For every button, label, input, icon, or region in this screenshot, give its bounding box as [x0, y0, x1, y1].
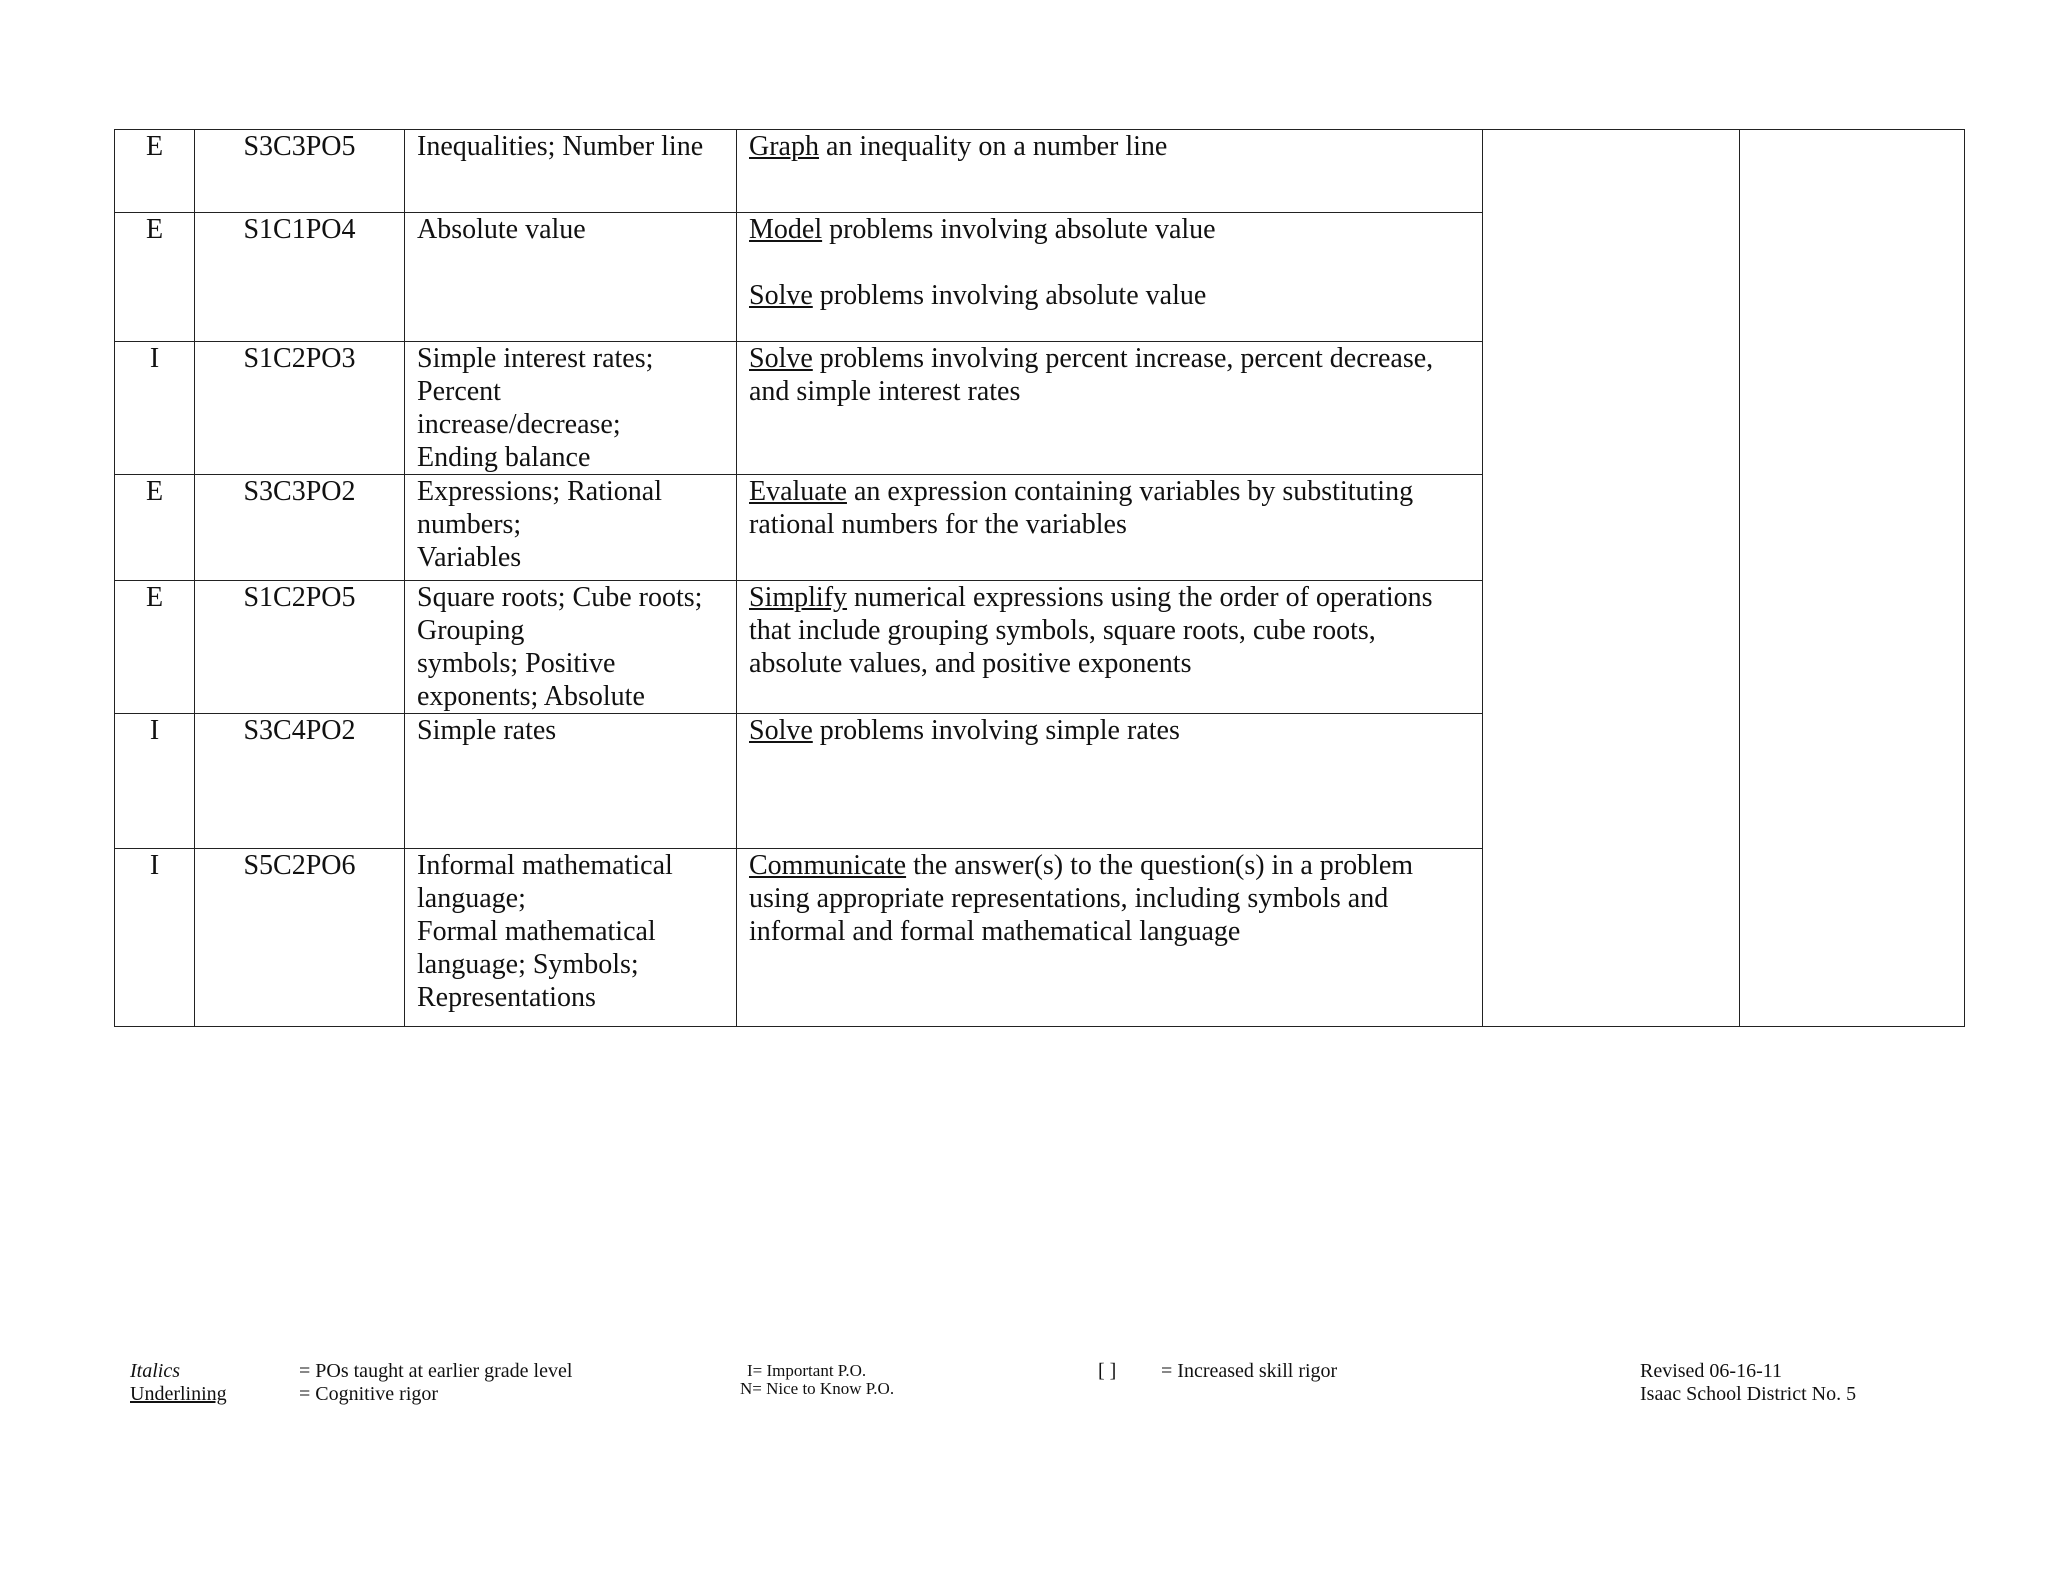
- concept-cell: [405, 130, 737, 213]
- objective-line: [749, 849, 1470, 882]
- objective-cell: [737, 130, 1483, 213]
- objective-cell: [737, 849, 1483, 1027]
- curriculum-table: [114, 129, 1965, 1027]
- objective-line: [749, 581, 1470, 614]
- table-body: [115, 130, 1965, 1027]
- objective-line: [749, 614, 1470, 647]
- priority-level-cell: E: [115, 581, 195, 714]
- legend-important: I= Important P.O.: [747, 1361, 867, 1380]
- objective-line: [749, 915, 1470, 948]
- objective-cell: [737, 342, 1483, 475]
- concept-line: Informal mathematical: [417, 850, 673, 881]
- concept-line: Grouping: [417, 615, 525, 646]
- concept-line: Simple rates: [417, 715, 557, 746]
- cognitive-verb: Solve: [749, 343, 813, 374]
- priority-level-cell: I: [115, 342, 195, 475]
- objective-text: and simple interest rates: [749, 376, 1021, 407]
- objective-text: numerical expressions using the order of operations: [847, 582, 1433, 613]
- priority-level-cell: E: [115, 475, 195, 581]
- standard-code-cell: S1C2PO5: [195, 581, 405, 714]
- concept-cell: [405, 581, 737, 714]
- table-row: [115, 130, 1965, 213]
- concept-line: Inequalities; Number line: [417, 131, 704, 162]
- objective-cell: [737, 475, 1483, 581]
- objective-line: [749, 213, 1470, 246]
- objective-line: [749, 475, 1470, 508]
- concept-cell: [405, 342, 737, 475]
- concept-line: Ending balance: [417, 442, 591, 473]
- concept-line: Absolute value: [417, 214, 586, 245]
- objective-text: an inequality on a number line: [818, 131, 1168, 162]
- cognitive-verb: Solve: [749, 280, 813, 311]
- standard-code-cell: S5C2PO6: [195, 849, 405, 1027]
- concept-line: Representations: [417, 982, 596, 1013]
- concept-line: Percent: [417, 376, 501, 407]
- priority-level-cell: E: [115, 213, 195, 342]
- objective-text: problems involving absolute value: [812, 280, 1207, 311]
- cognitive-verb: Communicate: [749, 850, 907, 881]
- objective-line: [749, 714, 1470, 747]
- concept-line: Simple interest rates;: [417, 343, 654, 374]
- concept-line: language; Symbols;: [417, 949, 639, 980]
- concept-line: Variables: [417, 542, 522, 573]
- empty-resources-cell: [1740, 130, 1965, 1027]
- cognitive-verb: Solve: [749, 715, 813, 746]
- cognitive-verb: Model: [749, 214, 823, 245]
- objective-line: [749, 279, 1470, 312]
- standard-code-cell: S3C3PO2: [195, 475, 405, 581]
- cognitive-verb: Graph: [749, 131, 819, 162]
- cognitive-verb: Evaluate: [749, 476, 847, 507]
- priority-level-cell: E: [115, 130, 195, 213]
- concept-line: symbols; Positive: [417, 648, 616, 679]
- legend-brackets-desc: = Increased skill rigor: [1161, 1360, 1338, 1382]
- concept-cell: [405, 849, 737, 1027]
- objective-text: problems involving absolute value: [822, 214, 1216, 245]
- objective-text: problems involving simple rates: [812, 715, 1180, 746]
- legend-underlining-label: Underlining: [130, 1383, 227, 1405]
- standard-code-cell: S1C2PO3: [195, 342, 405, 475]
- objective-cell: [737, 213, 1483, 342]
- objective-line: [749, 508, 1470, 541]
- legend-italics-label: Italics: [130, 1360, 180, 1382]
- concept-line: numbers;: [417, 509, 522, 540]
- objective-text: an expression containing variables by substituting: [846, 476, 1414, 507]
- priority-level-cell: I: [115, 849, 195, 1027]
- paragraph-gap: [749, 246, 1470, 279]
- objective-cell: [737, 714, 1483, 849]
- objective-text: problems involving percent increase, percent decrease,: [812, 343, 1434, 374]
- objective-line: [749, 342, 1470, 375]
- concept-line: increase/decrease;: [417, 409, 621, 440]
- standard-code-cell: S3C4PO2: [195, 714, 405, 849]
- legend-brackets: [ ]: [1098, 1360, 1117, 1382]
- concept-cell: [405, 475, 737, 581]
- concept-line: Expressions; Rational: [417, 476, 662, 507]
- legend-italics-desc: = POs taught at earlier grade level: [299, 1360, 573, 1382]
- concept-line: Square roots; Cube roots;: [417, 582, 703, 613]
- concept-cell: [405, 714, 737, 849]
- district-name: Isaac School District No. 5: [1640, 1383, 1857, 1405]
- legend-nice: N= Nice to Know P.O.: [740, 1379, 895, 1398]
- concept-line: exponents; Absolute: [417, 681, 645, 712]
- standard-code-cell: S3C3PO5: [195, 130, 405, 213]
- concept-line: Formal mathematical: [417, 916, 656, 947]
- concept-line: language;: [417, 883, 526, 914]
- objective-cell: [737, 581, 1483, 714]
- priority-level-cell: I: [115, 714, 195, 849]
- objective-text: rational numbers for the variables: [749, 509, 1127, 540]
- objective-line: [749, 647, 1470, 680]
- objective-text: using appropriate representations, including symbols and: [749, 883, 1389, 914]
- objective-text: absolute values, and positive exponents: [749, 648, 1192, 679]
- legend-underlining-desc: = Cognitive rigor: [299, 1383, 439, 1405]
- cognitive-verb: Simplify: [749, 582, 848, 613]
- concept-cell: [405, 213, 737, 342]
- objective-text: informal and formal mathematical language: [749, 916, 1241, 947]
- revised-date: Revised 06-16-11: [1640, 1360, 1783, 1382]
- empty-notes-cell: [1483, 130, 1740, 1027]
- objective-text: the answer(s) to the question(s) in a problem: [906, 850, 1414, 881]
- objective-text: that include grouping symbols, square roots, cube roots,: [749, 615, 1376, 646]
- objective-line: [749, 882, 1470, 915]
- standard-code-cell: S1C1PO4: [195, 213, 405, 342]
- objective-line: [749, 375, 1470, 408]
- objective-line: [749, 130, 1470, 163]
